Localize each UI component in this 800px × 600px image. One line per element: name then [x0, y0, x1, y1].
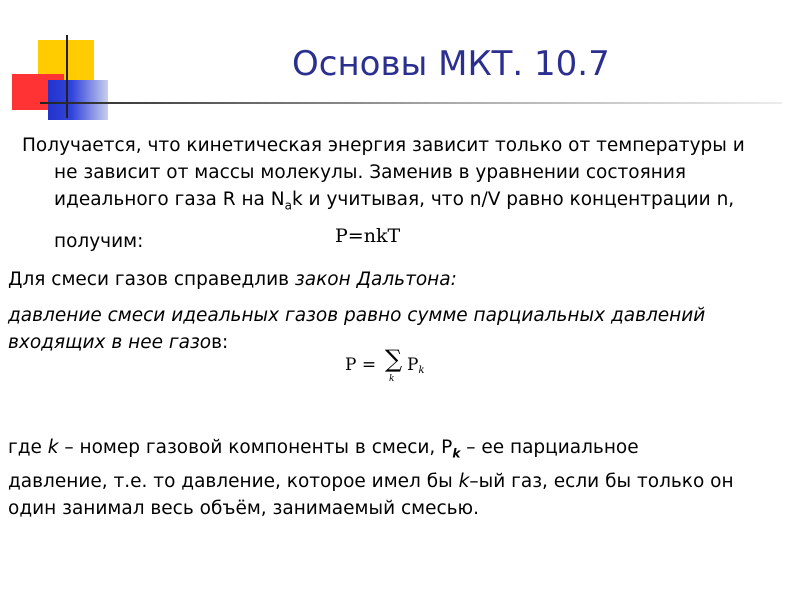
sigma-symbol: ∑ — [385, 345, 403, 373]
paragraph-definitions — [8, 434, 788, 522]
formula-dalton-sum — [345, 347, 435, 387]
def-t2: – номер газовой компоненты в смеси, P — [58, 437, 453, 458]
dalton-law-name: закон Дальтона: — [294, 269, 457, 290]
def-k3: k — [458, 470, 470, 492]
sum-index: k — [389, 374, 395, 384]
formula2-lhs: P = — [345, 355, 377, 375]
decor-blue-square — [48, 80, 108, 120]
def-t1: где — [8, 437, 48, 458]
paragraph-first-letter: П — [22, 135, 36, 156]
def-k2: k — [452, 446, 461, 461]
def-line2a: давление, т.е. то давление, которое имел бы — [8, 470, 459, 492]
formula2-rhs-subscript: k — [418, 365, 425, 376]
slide-title: Основы МКТ. 10.7 — [292, 44, 610, 84]
dalton-law-line2-end: в: — [211, 332, 229, 353]
paragraph1-line4: получим: — [54, 230, 144, 252]
paragraph1-line3-rest: и учитывая, что n/V равно концентрации n, — [302, 189, 735, 210]
paragraph1-line1: олучается, что кинетическая энергия зависит только от температуры и — [35, 135, 745, 156]
paragraph1-line3: идеального газа R на N — [54, 189, 285, 210]
paragraph1-line2: не зависит от массы молекулы. Заменив в уравнении состояния — [54, 162, 686, 183]
dalton-intro-text: Для смеси газов справедлив — [8, 269, 295, 290]
decor-vertical-line — [66, 35, 68, 118]
title-underline — [40, 102, 782, 104]
paragraph-kinetic-energy — [22, 132, 782, 255]
dalton-law-line1: давление смеси идеальных газов равно сумме парциальных давлений — [8, 305, 706, 326]
avogadro-subscript: a — [284, 198, 292, 213]
def-k1: k — [47, 437, 59, 458]
dalton-law-line2: входящих в нее газо — [8, 332, 212, 353]
formula-p-nkt: P=nkT — [335, 225, 401, 247]
def-line2b: –ый газ, если бы только он — [469, 470, 734, 492]
boltzmann-k: k — [291, 189, 303, 210]
def-line3: один занимал весь объём, занимаемый смесью. — [8, 497, 480, 519]
paragraph-dalton-intro — [8, 266, 788, 293]
def-t3: – ее парциальное — [460, 437, 639, 458]
formula2-rhs: P — [407, 355, 419, 375]
